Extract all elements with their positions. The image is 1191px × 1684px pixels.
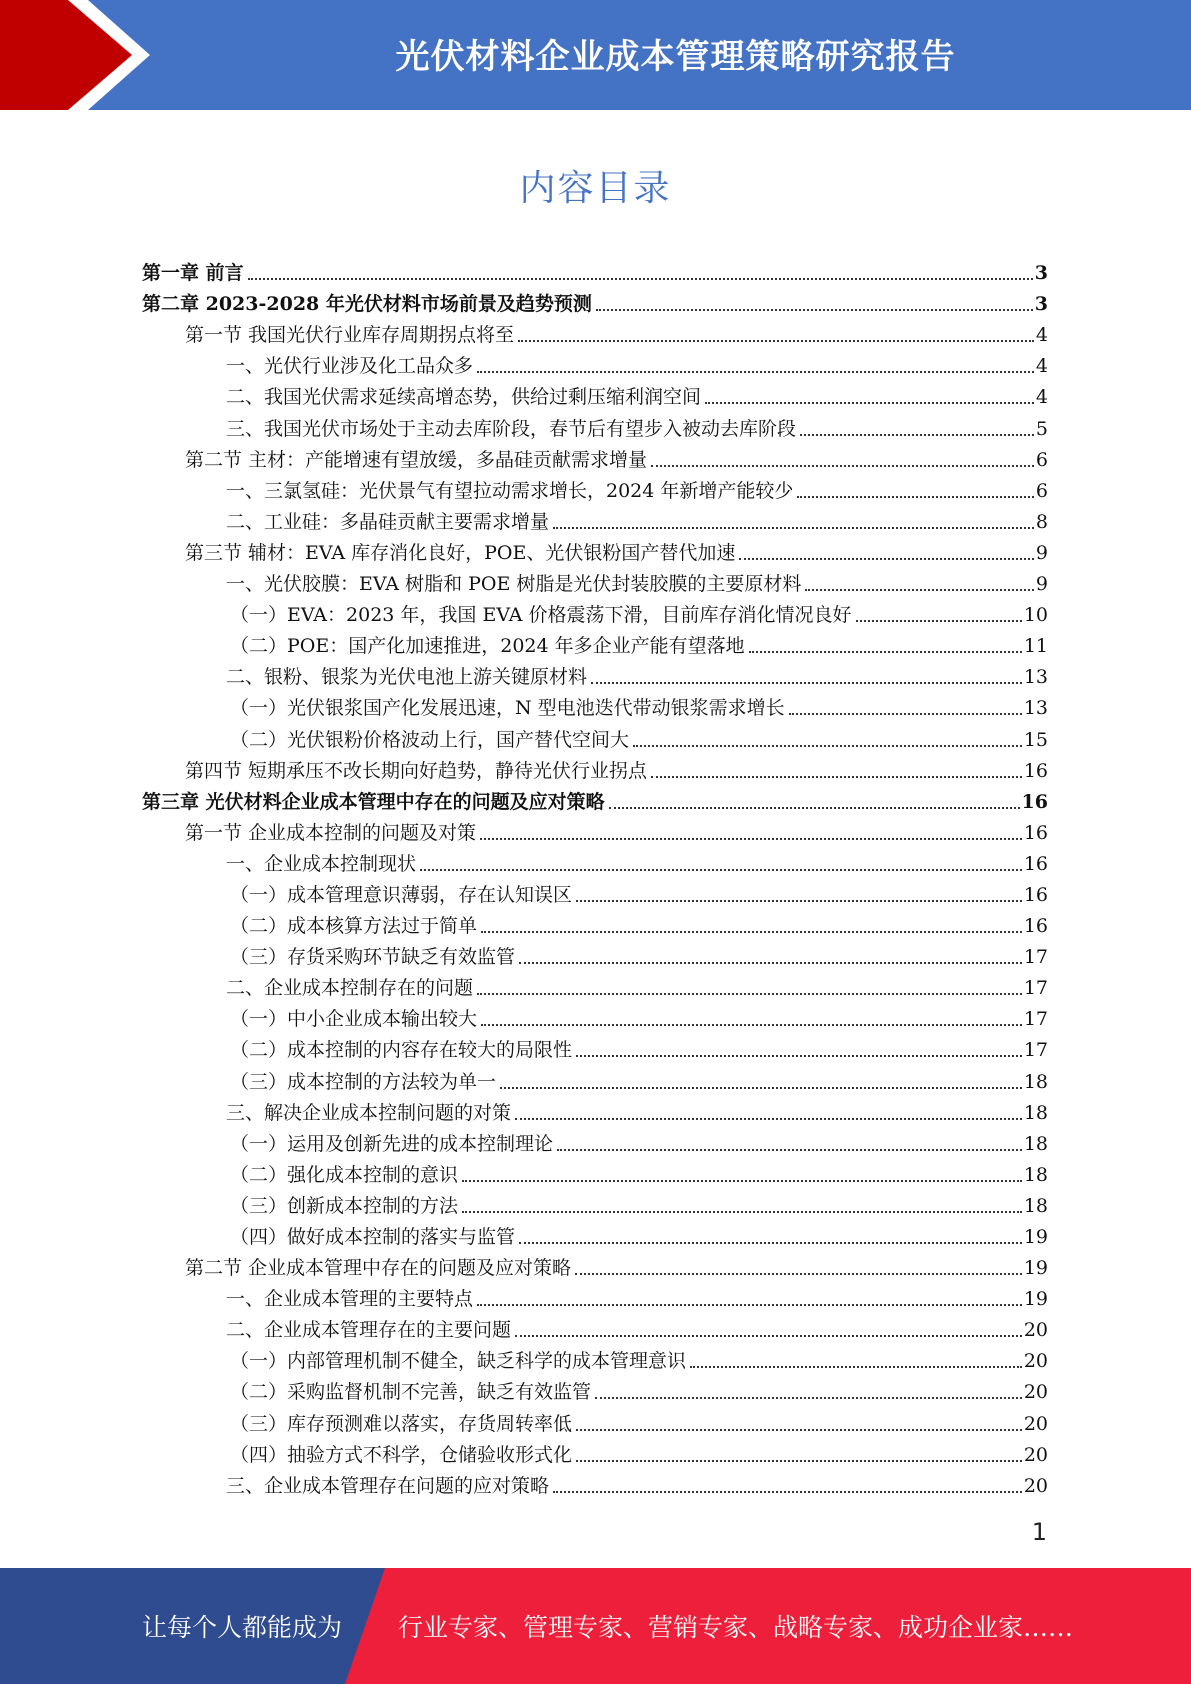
toc-entry[interactable] [142, 595, 1048, 626]
toc-entry-label: 第二章 2023-2028 年光伏材料市场前景及趋势预测 [142, 293, 592, 316]
footer-slogan-right: 行业专家、管理专家、营销专家、战略专家、成功企业家…… [398, 1613, 1074, 1642]
toc-entry-label: （三）创新成本控制的方法 [230, 1194, 459, 1217]
toc-entry-page: 18 [1023, 1070, 1048, 1093]
toc-entry-page: 16 [1023, 883, 1048, 906]
toc-dot-leader [576, 1054, 1022, 1057]
toc-entry-page: 18 [1023, 1163, 1048, 1186]
toc-entry[interactable] [142, 1186, 1048, 1217]
toc-dot-leader [576, 1459, 1022, 1462]
toc-dot-leader [800, 433, 1034, 436]
toc-entry-page: 18 [1023, 1132, 1048, 1155]
toc-entry-label: 一、光伏行业涉及化工品众多 [226, 355, 474, 378]
toc-entry[interactable] [142, 1217, 1048, 1248]
toc-entry-page: 16 [1023, 759, 1048, 782]
toc-entry[interactable] [142, 1061, 1048, 1092]
toc-dot-leader [515, 1117, 1022, 1120]
toc-entry-label: （一）EVA：2023 年，我国 EVA 价格震荡下滑，目前库存消化情况良好 [230, 604, 852, 627]
toc-entry-page: 13 [1023, 666, 1048, 689]
toc-dot-leader [805, 588, 1034, 591]
toc-entry[interactable] [142, 284, 1048, 315]
toc-entry-label: （一）中小企业成本输出较大 [230, 1008, 478, 1031]
footer-banner [0, 1568, 1191, 1684]
toc-entry-label: 二、企业成本控制存在的问题 [226, 977, 474, 1000]
toc-entry-page: 20 [1023, 1350, 1048, 1373]
toc-entry[interactable] [142, 657, 1048, 688]
toc-dot-leader [518, 339, 1034, 342]
toc-entry-page: 8 [1035, 510, 1048, 533]
toc-title: 内容目录 [519, 168, 672, 209]
chevron-arrow-icon [0, 0, 160, 110]
toc-entry-label: 第二节 主材：产能增速有望放缓，多晶硅贡献需求增量 [185, 448, 648, 471]
toc-entry[interactable] [142, 688, 1048, 719]
toc-entry-page: 17 [1023, 946, 1048, 969]
toc-entry[interactable] [142, 1279, 1048, 1310]
toc-entry-page: 11 [1023, 635, 1048, 658]
toc-entry-label: （三）存货采购环节缺乏有效监管 [230, 946, 516, 969]
toc-entry-page: 6 [1035, 479, 1048, 502]
toc-entry[interactable] [142, 1124, 1048, 1155]
toc-dot-leader [609, 806, 1020, 809]
toc-entry-label: （二）强化成本控制的意识 [230, 1163, 459, 1186]
toc-entry-label: 一、光伏胶膜：EVA 树脂和 POE 树脂是光伏封装胶膜的主要原材料 [226, 573, 802, 596]
toc-entry[interactable] [142, 346, 1048, 377]
toc-entry[interactable] [142, 844, 1048, 875]
toc-entry-label: 三、企业成本管理存在问题的应对策略 [226, 1474, 550, 1497]
toc-entry-label: 第三节 辅材：EVA 库存消化良好，POE、光伏银粉国产替代加速 [185, 541, 736, 564]
toc-entry-label: 三、我国光伏市场处于主动去库阶段，春节后有望步入被动去库阶段 [226, 417, 797, 440]
toc-entry-label: 二、银粉、银浆为光伏电池上游关键原材料 [226, 666, 588, 689]
toc-dot-leader [500, 1086, 1022, 1089]
toc-entry-page: 19 [1023, 1257, 1048, 1280]
toc-dot-leader [557, 1148, 1022, 1151]
toc-dot-leader [690, 1365, 1022, 1368]
toc-entry[interactable] [142, 1403, 1048, 1434]
toc-dot-leader [651, 775, 1022, 778]
toc-dot-leader [595, 1396, 1022, 1399]
toc-entry-label: 二、我国光伏需求延续高增态势，供给过剩压缩利润空间 [226, 386, 702, 409]
toc-dot-leader [633, 744, 1022, 747]
toc-entry-page: 9 [1035, 541, 1048, 564]
toc-dot-leader [705, 401, 1034, 404]
toc-entry[interactable] [142, 1248, 1048, 1279]
toc-entry-page: 4 [1035, 324, 1048, 347]
toc-entry[interactable] [142, 253, 1048, 284]
toc-entry-page: 18 [1023, 1194, 1048, 1217]
toc-entry[interactable] [142, 377, 1048, 408]
toc-entry-page: 20 [1023, 1443, 1048, 1466]
toc-dot-leader [596, 308, 1033, 311]
toc-entry-label: 第四节 短期承压不改长期向好趋势，静待光伏行业拐点 [185, 759, 648, 782]
toc-entry[interactable] [142, 564, 1048, 595]
toc-entry[interactable] [142, 440, 1048, 471]
toc-entry[interactable] [142, 1030, 1048, 1061]
toc-dot-leader [515, 1334, 1022, 1337]
toc-entry-label: （一）运用及创新先进的成本控制理论 [230, 1132, 554, 1155]
toc-entry[interactable] [142, 1310, 1048, 1341]
toc-entry[interactable] [142, 968, 1048, 999]
toc-entry-label: 第三章 光伏材料企业成本管理中存在的问题及应对策略 [142, 790, 605, 813]
toc-entry-page: 13 [1023, 697, 1048, 720]
toc-entry-label: 第一节 企业成本控制的问题及对策 [185, 821, 477, 844]
toc-entry-page: 17 [1023, 1008, 1048, 1031]
toc-entry[interactable] [142, 1093, 1048, 1124]
toc-entry-label: （一）光伏银浆国产化发展迅速，N 型电池迭代带动银浆需求增长 [230, 697, 785, 720]
toc-dot-leader [797, 495, 1034, 498]
toc-entry-page: 5 [1035, 417, 1048, 440]
toc-entry-page: 3 [1034, 262, 1048, 285]
toc-dot-leader [576, 899, 1022, 902]
toc-entry-page: 17 [1023, 1039, 1048, 1062]
toc-dot-leader [575, 1272, 1022, 1275]
toc-entry[interactable] [142, 875, 1048, 906]
toc-dot-leader [749, 650, 1022, 653]
toc-entry[interactable] [142, 937, 1048, 968]
table-of-contents [142, 253, 1048, 1497]
toc-entry[interactable] [142, 502, 1048, 533]
toc-dot-leader [420, 868, 1022, 871]
toc-entry-page: 17 [1023, 977, 1048, 1000]
toc-dot-leader [248, 277, 1033, 280]
toc-entry-page: 4 [1035, 386, 1048, 409]
toc-entry-page: 9 [1035, 573, 1048, 596]
toc-entry[interactable] [142, 408, 1048, 439]
toc-entry-label: 第二节 企业成本管理中存在的问题及应对策略 [185, 1257, 572, 1280]
toc-entry-page: 6 [1035, 448, 1048, 471]
toc-dot-leader [651, 464, 1034, 467]
toc-entry-label: 一、企业成本控制现状 [226, 852, 417, 875]
toc-entry[interactable] [142, 1341, 1048, 1372]
toc-entry[interactable] [142, 719, 1048, 750]
footer-slogan-left: 让每个人都能成为 [142, 1613, 343, 1642]
report-title: 光伏材料企业成本管理策略研究报告 [395, 36, 956, 77]
toc-entry[interactable] [142, 999, 1048, 1030]
toc-entry[interactable] [142, 906, 1048, 937]
toc-entry-page: 16 [1023, 821, 1048, 844]
toc-entry-page: 20 [1023, 1319, 1048, 1342]
toc-dot-leader [591, 681, 1022, 684]
page-number: 1 [1031, 1518, 1047, 1546]
toc-entry-label: （三）成本控制的方法较为单一 [230, 1070, 497, 1093]
toc-entry-label: 第一节 我国光伏行业库存周期拐点将至 [185, 324, 515, 347]
toc-dot-leader [477, 370, 1034, 373]
toc-entry-label: （二）POE：国产化加速推进，2024 年多企业产能有望落地 [230, 635, 745, 658]
toc-dot-leader [789, 712, 1022, 715]
toc-entry[interactable] [142, 1155, 1048, 1186]
toc-dot-leader [477, 1303, 1022, 1306]
toc-entry-label: 一、企业成本管理的主要特点 [226, 1288, 474, 1311]
toc-entry-page: 16 [1023, 915, 1048, 938]
toc-entry[interactable] [142, 1435, 1048, 1466]
toc-dot-leader [739, 557, 1034, 560]
toc-entry-label: （一）内部管理机制不健全，缺乏科学的成本管理意识 [230, 1350, 687, 1373]
toc-dot-leader [519, 1241, 1022, 1244]
toc-entry-page: 15 [1023, 728, 1048, 751]
toc-entry-page: 20 [1023, 1474, 1048, 1497]
toc-entry-page: 19 [1023, 1226, 1048, 1248]
toc-entry-page: 20 [1023, 1412, 1048, 1435]
toc-dot-leader [553, 1490, 1022, 1493]
toc-entry-label: 一、三氯氢硅：光伏景气有望拉动需求增长，2024 年新增产能较少 [226, 479, 794, 502]
toc-entry[interactable] [142, 626, 1048, 657]
toc-entry-label: （二）采购监督机制不完善，缺乏有效监管 [230, 1381, 592, 1404]
toc-entry[interactable] [142, 315, 1048, 346]
toc-entry[interactable] [142, 813, 1048, 844]
toc-entry-page: 3 [1034, 293, 1048, 316]
toc-entry[interactable] [142, 533, 1048, 564]
toc-entry[interactable] [142, 471, 1048, 502]
toc-entry-label: （二）成本控制的内容存在较大的局限性 [230, 1039, 573, 1062]
report-header [0, 0, 1191, 110]
toc-dot-leader [480, 837, 1022, 840]
toc-entry-page: 16 [1023, 852, 1048, 875]
toc-dot-leader [462, 1179, 1022, 1182]
toc-dot-leader [481, 930, 1022, 933]
toc-entry-label: 二、企业成本管理存在的主要问题 [226, 1319, 512, 1342]
toc-entry-page: 19 [1023, 1288, 1048, 1311]
toc-entry[interactable] [142, 1466, 1048, 1497]
toc-dot-leader [576, 1428, 1022, 1431]
toc-dot-leader [462, 1210, 1022, 1213]
toc-entry-label: 三、解决企业成本控制问题的对策 [226, 1101, 512, 1124]
toc-entry-label: （三）库存预测难以落实，存货周转率低 [230, 1412, 573, 1435]
toc-entry-label: 第一章 前言 [142, 262, 244, 285]
toc-entry-page: 4 [1035, 355, 1048, 378]
toc-entry-page: 20 [1023, 1381, 1048, 1404]
toc-entry-label: （四）抽验方式不科学，仓储验收形式化 [230, 1443, 573, 1466]
toc-dot-leader [519, 961, 1022, 964]
toc-dot-leader [856, 619, 1022, 622]
toc-entry-label: 二、工业硅：多晶硅贡献主要需求增量 [226, 510, 550, 533]
toc-entry-label: （二）光伏银粉价格波动上行，国产替代空间大 [230, 728, 630, 751]
toc-dot-leader [553, 526, 1034, 529]
toc-entry-page: 10 [1023, 604, 1048, 627]
toc-entry-label: （一）成本管理意识薄弱，存在认知误区 [230, 883, 573, 906]
toc-entry[interactable] [142, 782, 1048, 813]
toc-entry[interactable] [142, 1372, 1048, 1403]
toc-entry-label: （二）成本核算方法过于简单 [230, 915, 478, 938]
toc-entry-page: 16 [1021, 790, 1048, 813]
toc-entry-label: （四）做好成本控制的落实与监管 [230, 1226, 516, 1248]
toc-entry[interactable] [142, 751, 1048, 782]
toc-dot-leader [477, 992, 1022, 995]
toc-dot-leader [481, 1023, 1022, 1026]
toc-entry-page: 18 [1023, 1101, 1048, 1124]
